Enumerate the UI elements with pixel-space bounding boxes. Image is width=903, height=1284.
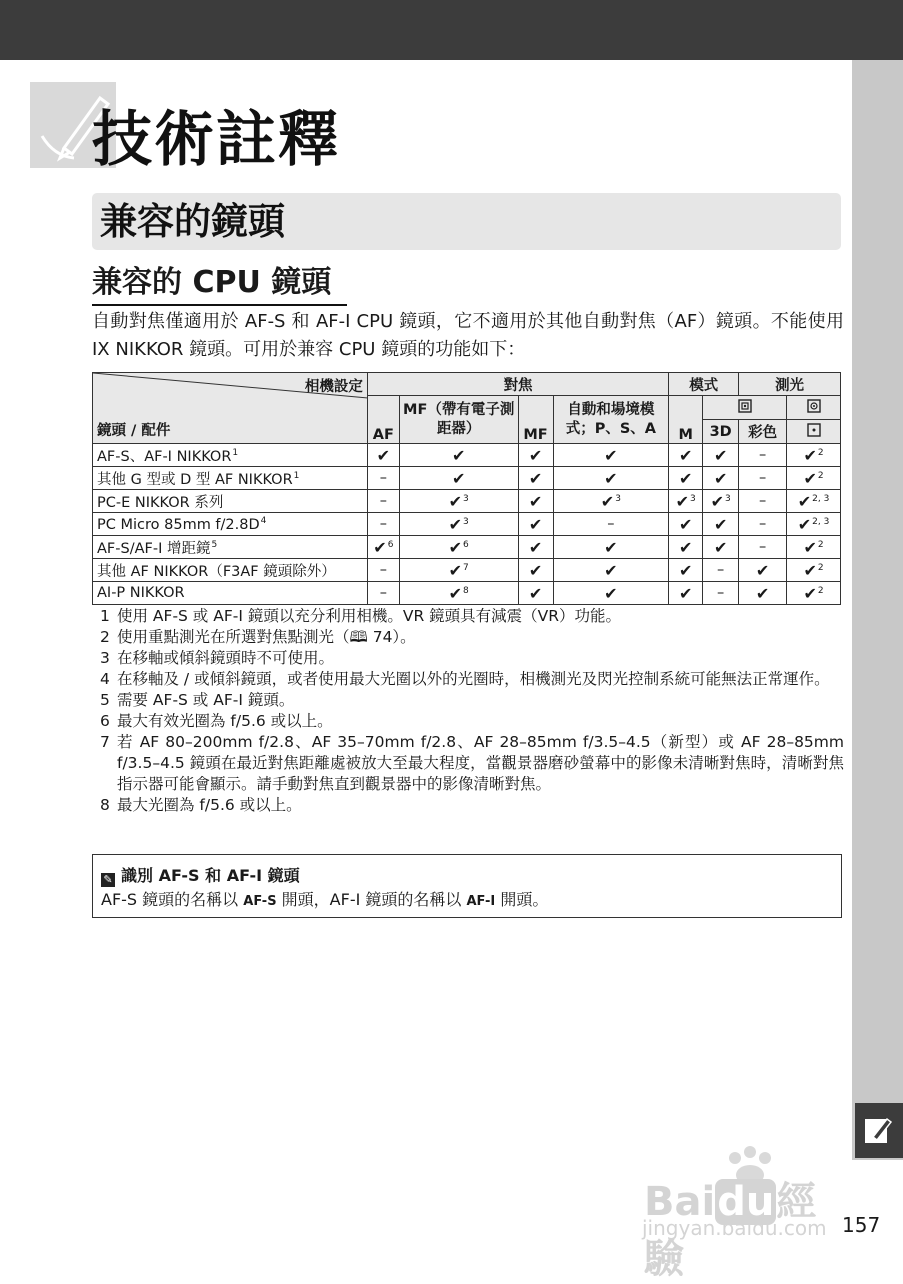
lens-name: AI-P NIKKOR (97, 585, 185, 601)
compat-cell (669, 582, 703, 605)
check-icon: ✔ (448, 491, 463, 511)
lens-footnote-ref: 5 (211, 539, 218, 550)
check-icon: ✔ (604, 583, 618, 603)
compat-cell (739, 582, 787, 605)
compat-cell (518, 490, 553, 513)
mode-group-header: 模式 (669, 373, 739, 396)
compat-cell (703, 444, 739, 467)
lens-name-cell (93, 444, 368, 467)
check-icon: ✔ (713, 468, 728, 488)
auto-scene-col-header: 自動和場境模式；P、S、A (553, 396, 669, 444)
table-row (93, 444, 841, 467)
lens-footnote-ref: 1 (232, 447, 239, 458)
cell-footnote-ref: 3 (690, 493, 696, 504)
lens-name-cell (93, 536, 368, 559)
cell-footnote-ref: 6 (463, 539, 469, 550)
compat-cell (703, 582, 739, 605)
footnote-item (100, 732, 844, 795)
check-icon: ✔ (451, 445, 466, 465)
compat-cell (553, 467, 669, 490)
dash-mark: – (379, 470, 387, 486)
compat-cell (739, 513, 787, 536)
compat-cell (703, 490, 739, 513)
dash-mark: – (379, 516, 387, 532)
check-icon: ✔ (755, 560, 770, 580)
dash-mark: – (758, 447, 767, 463)
check-icon: ✔ (528, 583, 543, 603)
3d-col-header: 3D (703, 420, 739, 444)
lens-footnote-ref: 1 (293, 470, 300, 481)
check-icon: ✔ (675, 491, 690, 511)
check-icon: ✔ (679, 468, 693, 488)
footnote-text: 若 AF 80–200mm f/2.8、AF 35–70mm f/2.8、AF 28–85mm f/3.5–4.5（新型）或 AF 28–85mm f/3.5–4.5 鏡頭在最近對焦距離處被放大至最大程度，當觀景器磨砂螢幕中的影像未清晰對焦時，清晰對焦指示器可能會顯示。請手動對焦直到觀景器中的影像清晰對焦。 (117, 733, 844, 793)
table-body (93, 444, 841, 605)
compat-cell (518, 467, 553, 490)
focus-group-header: 對焦 (367, 373, 668, 396)
footnote-number: 7 (100, 733, 110, 751)
matrix-metering-icon (703, 396, 787, 420)
check-icon: ✔ (373, 537, 387, 557)
af-col-header: AF (367, 396, 399, 444)
cell-footnote-ref: 2 (817, 470, 824, 481)
footnote-text: 在移軸或傾斜鏡頭時不可使用。 (117, 649, 335, 667)
lens-name: AF-S、AF-I NIKKOR (97, 448, 232, 465)
lens-name-cell (93, 582, 368, 605)
cell-footnote-ref: 8 (463, 585, 469, 596)
footnote-number: 4 (100, 670, 110, 688)
compat-cell (739, 490, 787, 513)
dash-mark: – (758, 470, 767, 486)
compat-cell (518, 559, 553, 582)
note-box (92, 854, 842, 918)
cell-footnote-ref: 2, 3 (812, 493, 830, 504)
spot-metering-icon (787, 420, 841, 444)
compat-cell (367, 513, 399, 536)
chapter-side-tab (852, 60, 903, 1160)
lens-name: PC-E NIKKOR 系列 (97, 494, 224, 511)
compat-cell (367, 490, 399, 513)
footnote-text: 在移軸及 / 或傾斜鏡頭，或者使用最大光圈以外的光圈時，相機測光及閃光控制系統可能無法正常運作。 (117, 670, 830, 688)
check-icon: ✔ (451, 468, 466, 488)
footnote-item (100, 711, 844, 732)
check-icon: ✔ (803, 468, 817, 488)
watermark-brand-a: Bai (644, 1179, 716, 1225)
check-icon: ✔ (528, 491, 543, 511)
compat-cell (669, 444, 703, 467)
note-text-2: 開頭，AF-I 鏡頭的名稱以 (276, 890, 467, 909)
footnote-number: 8 (100, 796, 110, 814)
m-col-header: M (669, 396, 703, 444)
table-row (93, 536, 841, 559)
afi-mark: AF-I (466, 894, 496, 909)
watermark-url: jingyan.baidu.com (642, 1216, 827, 1240)
cell-footnote-ref: 3 (615, 493, 621, 504)
camera-setting-label: 相機設定 (304, 379, 363, 395)
check-icon: ✔ (803, 560, 817, 580)
check-icon: ✔ (713, 445, 728, 465)
check-icon: ✔ (803, 445, 817, 465)
compat-cell (703, 536, 739, 559)
compat-cell (787, 467, 841, 490)
cell-footnote-ref: 3 (725, 493, 731, 504)
compat-cell (367, 536, 399, 559)
footnotes (100, 606, 844, 816)
table-row (93, 582, 841, 605)
compat-cell (553, 513, 669, 536)
compat-cell (739, 467, 787, 490)
compat-cell (553, 536, 669, 559)
check-icon: ✔ (528, 514, 543, 534)
dash-mark: – (379, 493, 387, 509)
compat-cell (553, 490, 669, 513)
compat-cell (703, 559, 739, 582)
check-icon: ✔ (604, 560, 618, 580)
compat-cell (787, 513, 841, 536)
check-icon: ✔ (528, 537, 543, 557)
compat-cell (553, 559, 669, 582)
lens-name-cell (93, 559, 368, 582)
check-icon: ✔ (713, 514, 728, 534)
afs-mark: AF-S (243, 894, 277, 909)
check-icon: ✔ (528, 445, 543, 465)
table-row (93, 513, 841, 536)
compat-cell (367, 559, 399, 582)
compat-cell (703, 467, 739, 490)
note-box-title: 識別 AF-S 和 AF-I 鏡頭 (121, 866, 300, 885)
dash-mark: – (758, 493, 767, 509)
check-icon: ✔ (528, 468, 543, 488)
compat-cell (703, 513, 739, 536)
compat-cell (739, 444, 787, 467)
compat-cell (787, 559, 841, 582)
compat-cell (399, 444, 518, 467)
lens-name: 其他 G 型或 D 型 AF NIKKOR (97, 471, 293, 488)
note-text-1: AF-S 鏡頭的名稱以 (101, 890, 244, 909)
compat-cell (669, 559, 703, 582)
cell-footnote-ref: 7 (463, 562, 469, 573)
dash-mark: – (758, 516, 767, 532)
footnote-item (100, 648, 844, 669)
lens-name: PC Micro 85mm f/2.8D (97, 516, 260, 533)
footnote-number: 6 (100, 712, 110, 730)
color-col-header: 彩色 (739, 420, 787, 444)
check-icon: ✔ (448, 514, 463, 534)
check-icon: ✔ (803, 537, 817, 557)
cell-footnote-ref: 2 (817, 447, 824, 458)
subsection-title: 兼容的 CPU 鏡頭 (92, 265, 332, 300)
compat-cell (367, 467, 399, 490)
footnote-item (100, 669, 844, 690)
chapter-title: 技術註釋 (92, 105, 340, 175)
dash-mark: – (717, 562, 725, 578)
metering-group-header: 測光 (739, 373, 841, 396)
watermark-brand-c: 經驗 (644, 1179, 817, 1282)
footnote-text: 最大光圈為 f/5.6 或以上。 (117, 796, 302, 814)
lens-accessory-label: 鏡頭 / 配件 (97, 423, 171, 439)
lens-name: 其他 AF NIKKOR（F3AF 鏡頭除外） (97, 563, 336, 580)
check-icon: ✔ (797, 491, 812, 511)
check-icon: ✔ (376, 445, 391, 465)
dash-mark: – (379, 585, 387, 601)
lens-footnote-ref: 4 (260, 515, 267, 526)
compat-cell (787, 536, 841, 559)
check-icon: ✔ (604, 537, 618, 557)
center-weighted-metering-icon (787, 396, 841, 420)
table-row (93, 490, 841, 513)
compat-cell (787, 490, 841, 513)
check-icon: ✔ (679, 445, 693, 465)
mf-col-header: MF (518, 396, 553, 444)
compat-cell (553, 444, 669, 467)
compat-cell (787, 444, 841, 467)
intro-paragraph: 自動對焦僅適用於 AF-S 和 AF-I CPU 鏡頭，它不適用於其他自動對焦（AF）鏡頭。不能使用 IX NIKKOR 鏡頭。可用於兼容 CPU 鏡頭的功能如下： (92, 311, 844, 360)
compat-cell (553, 582, 669, 605)
footnote-item (100, 690, 844, 711)
compat-cell (669, 536, 703, 559)
cell-footnote-ref: 2, 3 (812, 516, 830, 527)
compat-cell (367, 582, 399, 605)
section-title: 兼容的鏡頭 (100, 200, 285, 243)
table-row (93, 467, 841, 490)
note-box-body (101, 887, 548, 910)
compat-cell (518, 536, 553, 559)
compat-cell (669, 513, 703, 536)
compat-cell (518, 513, 553, 536)
cell-footnote-ref: 2 (817, 585, 824, 596)
subsection-underline (92, 304, 347, 306)
watermark (640, 1140, 850, 1282)
side-tab-pencil-icon (855, 1103, 903, 1158)
compat-cell (367, 444, 399, 467)
footnote-number: 5 (100, 691, 110, 709)
footnote-item (100, 627, 844, 648)
pencil-note-icon: ✎ (101, 873, 115, 887)
dash-mark: – (758, 539, 767, 555)
check-icon: ✔ (679, 583, 693, 603)
check-icon: ✔ (713, 537, 728, 557)
lens-name-cell (93, 513, 368, 536)
check-icon: ✔ (679, 514, 693, 534)
cell-footnote-ref: 3 (463, 493, 469, 504)
check-icon: ✔ (448, 560, 463, 580)
compat-cell (399, 467, 518, 490)
footnote-text: 使用重點測光在所選對焦點測光（🕮 74）。 (117, 628, 416, 646)
check-icon: ✔ (803, 583, 817, 603)
check-icon: ✔ (528, 560, 543, 580)
footnote-text: 需要 AF-S 或 AF-I 鏡頭。 (117, 691, 295, 709)
compat-cell (399, 513, 518, 536)
footnote-item (100, 606, 844, 627)
lens-name: AF-S/AF-I 增距鏡 (97, 540, 211, 557)
footnote-item (100, 795, 844, 816)
lens-name-cell (93, 490, 368, 513)
watermark-brand-b: du (717, 1179, 775, 1225)
page-number: 157 (842, 1213, 881, 1237)
compat-cell (399, 536, 518, 559)
footnote-text: 最大有效光圈為 f/5.6 或以上。 (117, 712, 333, 730)
check-icon: ✔ (710, 491, 724, 511)
top-bar (0, 0, 903, 60)
compat-cell (787, 582, 841, 605)
check-icon: ✔ (604, 445, 618, 465)
compat-cell (399, 559, 518, 582)
check-icon: ✔ (604, 468, 618, 488)
dash-mark: – (717, 585, 725, 601)
mf-rangefinder-col-header: MF（帶有電子測距器） (399, 396, 518, 444)
note-text-3: 開頭。 (495, 890, 549, 909)
check-icon: ✔ (797, 514, 812, 534)
compat-cell (669, 490, 703, 513)
compatibility-table (92, 372, 841, 605)
dash-mark: – (379, 562, 387, 578)
check-icon: ✔ (448, 583, 463, 603)
cell-footnote-ref: 2 (817, 562, 824, 573)
check-icon: ✔ (448, 537, 463, 557)
header-corner-cell (93, 373, 368, 444)
compat-cell (739, 536, 787, 559)
check-icon: ✔ (755, 583, 770, 603)
compat-cell (669, 467, 703, 490)
cell-footnote-ref: 3 (463, 516, 469, 527)
dash-mark: – (607, 516, 615, 532)
compat-cell (399, 582, 518, 605)
table-row (93, 559, 841, 582)
compat-cell (518, 582, 553, 605)
lens-name-cell (93, 467, 368, 490)
compat-cell (518, 444, 553, 467)
check-icon: ✔ (679, 560, 693, 580)
cell-footnote-ref: 6 (387, 539, 394, 550)
footnote-number: 1 (100, 607, 110, 625)
footnote-number: 3 (100, 649, 110, 667)
check-icon: ✔ (679, 537, 693, 557)
footnote-text: 使用 AF-S 或 AF-I 鏡頭以充分利用相機。VR 鏡頭具有減震（VR）功能。 (117, 607, 622, 625)
compat-cell (399, 490, 518, 513)
compat-cell (739, 559, 787, 582)
cell-footnote-ref: 2 (817, 539, 824, 550)
check-icon: ✔ (600, 491, 615, 511)
footnote-number: 2 (100, 628, 110, 646)
